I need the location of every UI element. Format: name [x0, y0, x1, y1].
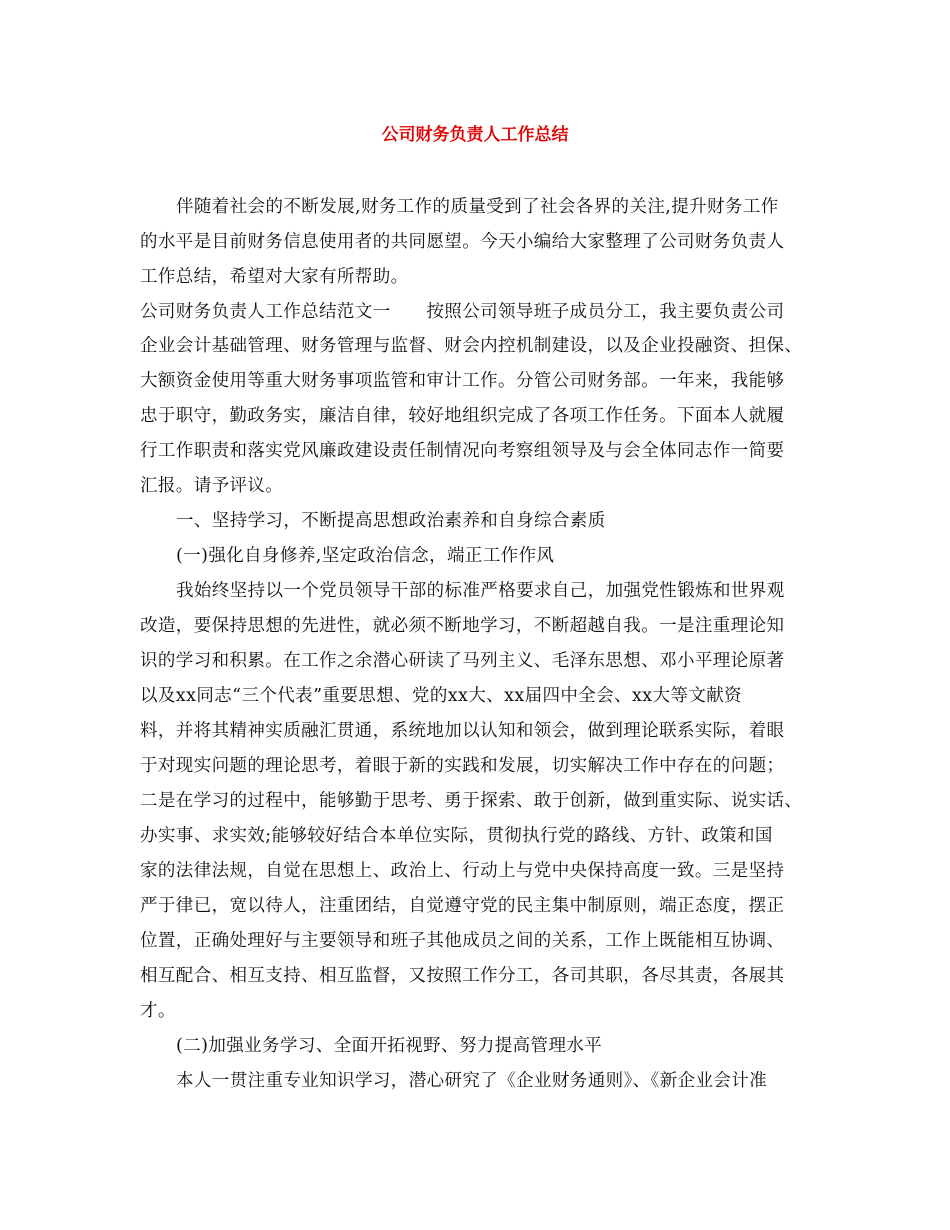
- paragraph-line: 我始终坚持以一个党员领导干部的标准严格要求自己，加强党性锻炼和世界观: [176, 581, 785, 601]
- paragraph-line: 严于律已，宽以待人，注重团结，自觉遵守党的民主集中制原则，端正态度，摆正: [140, 896, 785, 916]
- section-heading: 一、坚持学习，不断提高思想政治素养和自身综合素质: [176, 511, 606, 531]
- paragraph-line: 行工作职责和落实党风廉政建设责任制情况向考察组领导及与会全体同志作一简要: [140, 441, 785, 461]
- subsection-heading: (二)加强业务学习、全面开拓视野、努力提高管理水平: [176, 1036, 603, 1056]
- document-title: 公司财务负责人工作总结: [381, 125, 569, 145]
- paragraph-line: 公司财务负责人工作总结范文一 按照公司领导班子成员分工，我主要负责公司: [140, 302, 785, 322]
- paragraph-line: 企业会计基础管理、财务管理与监督、财会内控机制建设，以及企业投融资、担保、: [140, 336, 803, 356]
- paragraph-line: 改造，要保持思想的先进性，就必须不断地学习，不断超越自我。一是注重理论知: [140, 616, 785, 636]
- paragraph-line: 的水平是目前财务信息使用者的共同愿望。今天小编给大家整理了公司财务负责人: [140, 232, 785, 252]
- paragraph-line: 办实事、求实效;能够较好结合本单位实际，贯彻执行党的路线、方针、政策和国: [140, 826, 773, 846]
- paragraph-line: 二是在学习的过程中，能够勤于思考、勇于探索、敢于创新，做到重实际、说实话、: [140, 791, 803, 811]
- subsection-heading: (一)强化自身修养,坚定政治信念，端正工作作风: [176, 546, 555, 566]
- paragraph-line: 位置，正确处理好与主要领导和班子其他成员之间的关系，工作上既能相互协调、: [140, 931, 785, 951]
- paragraph-line: 忠于职守，勤政务实，廉洁自律，较好地组织完成了各项工作任务。下面本人就履: [140, 406, 785, 426]
- paragraph-line: 伴随着社会的不断发展,财务工作的质量受到了社会各界的关注,提升财务工作: [176, 197, 779, 217]
- paragraph-line: 大额资金使用等重大财务事项监管和审计工作。分管公司财务部。一年来，我能够: [140, 371, 785, 391]
- paragraph-line: 以及xx同志“三个代表”重要思想、党的xx大、xx届四中全会、xx大等文献资: [140, 686, 743, 706]
- paragraph-line: 家的法律法规，自觉在思想上、政治上、行动上与党中央保持高度一致。三是坚持: [140, 861, 785, 881]
- paragraph-line: 才。: [140, 1001, 176, 1021]
- paragraph-line: 汇报。请予评议。: [140, 476, 284, 496]
- paragraph-line: 料，并将其精神实质融汇贯通，系统地加以认知和领会，做到理论联系实际，着眼: [140, 721, 785, 741]
- paragraph-line: 相互配合、相互支持、相互监督，又按照工作分工，各司其职，各尽其责，各展其: [140, 966, 785, 986]
- paragraph-line: 工作总结，希望对大家有所帮助。: [140, 267, 409, 287]
- paragraph-line: 本人一贯注重专业知识学习，潜心研究了《企业财务通则》、《新企业会计准: [176, 1071, 768, 1091]
- paragraph-line: 于对现实问题的理论思考，着眼于新的实践和发展，切实解决工作中存在的问题；: [140, 756, 785, 776]
- paragraph-line: 识的学习和积累。在工作之余潜心研读了马列主义、毛泽东思想、邓小平理论原著: [140, 651, 785, 671]
